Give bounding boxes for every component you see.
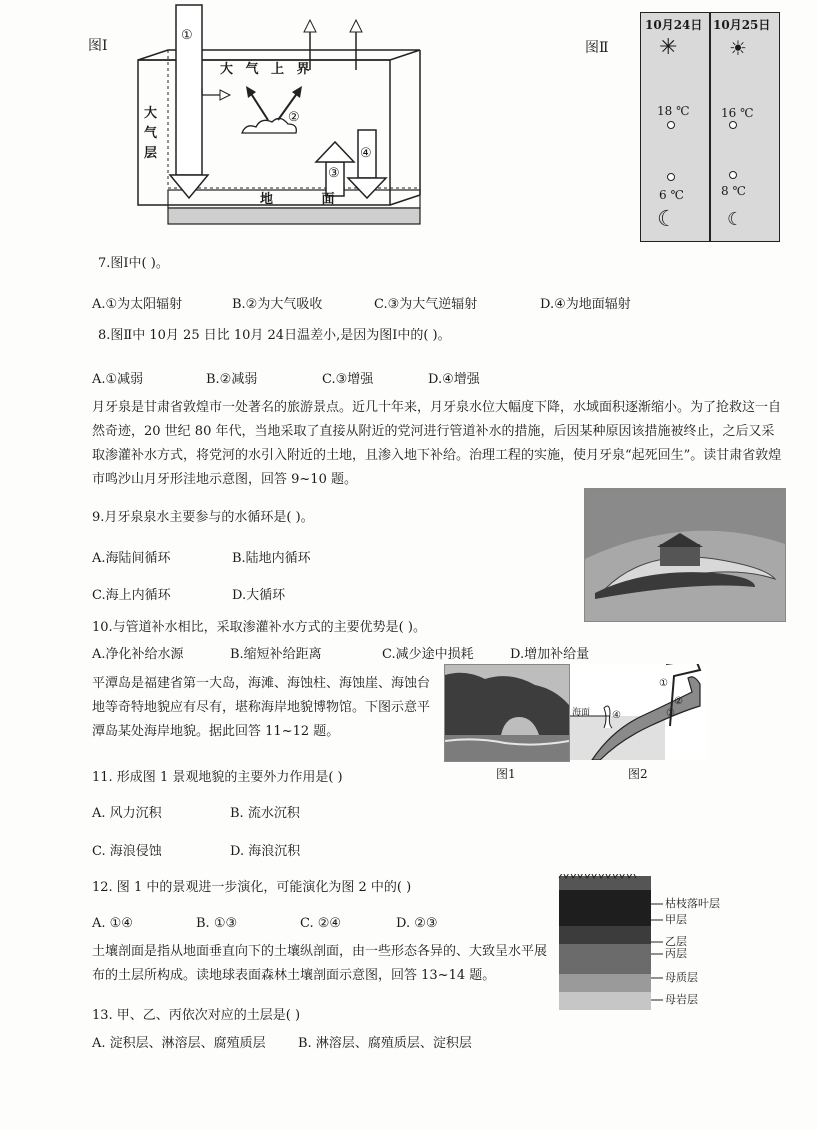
- figure-1-atmosphere: [80, 0, 450, 235]
- crescent-spring-illustration: [585, 489, 785, 621]
- q9-stem: 9.月牙泉泉水主要参与的水循环是( )。: [92, 510, 314, 525]
- arrow-3-label: ③: [328, 166, 340, 181]
- soil-layer-parent: 母质层: [665, 971, 698, 984]
- coast-mark-2: ②: [674, 696, 683, 707]
- q11-option-b[interactable]: B. 流水沉积: [230, 806, 300, 821]
- high-marker-1: [667, 121, 675, 129]
- coast-mark-1: ①: [659, 678, 668, 689]
- moon-icon: ☾: [657, 207, 677, 232]
- atmosphere-side-3: 层: [144, 146, 158, 161]
- arrow-1-label: ①: [181, 28, 193, 43]
- day2-date: 10月25日: [713, 18, 771, 32]
- q13-option-a[interactable]: A. 淀积层、淋溶层、腐殖质层: [92, 1036, 266, 1051]
- atmosphere-side-1: 大: [144, 106, 158, 121]
- q10-option-c[interactable]: C.减少途中损耗: [382, 647, 474, 662]
- low-marker-2: [729, 171, 737, 179]
- coast-fig2-caption: 图2: [628, 767, 648, 781]
- q8-option-b[interactable]: B.②减弱: [206, 372, 258, 387]
- q13-stem: 13. 甲、乙、丙依次对应的土层是( ): [92, 1008, 301, 1023]
- atmosphere-side-2: 气: [144, 126, 158, 141]
- q8-option-a[interactable]: A.①减弱: [92, 372, 144, 387]
- day2-low: 8 ℃: [721, 184, 746, 198]
- q12-option-b[interactable]: B. ①③: [196, 916, 238, 931]
- q10-stem: 10.与管道补水相比，采取渗灌补水方式的主要优势是( )。: [92, 620, 426, 635]
- passage-pingtan-island: 平潭岛是福建省第一大岛，海滩、海蚀柱、海蚀崖、海蚀台地等奇特地貌应有尽有，堪称海岸地貌博物馆。下图示意平潭岛某处海岸地貌。据此回答 11~12 题。: [92, 676, 431, 739]
- day1-high: 18 ℃: [657, 104, 690, 118]
- arrow-4-label: ④: [360, 146, 372, 161]
- coast-mark-3: ③: [666, 708, 675, 719]
- passage-soil-profile: 土壤剖面是指从地面垂直向下的土壤纵剖面，由一些形态各异的、大致呈水平展布的土层所构成。读地球表面森林土壤剖面示意图，回答 13~14 题。: [92, 944, 548, 983]
- figure-2-weather: [640, 12, 780, 242]
- q7-option-a[interactable]: A.①为太阳辐射: [92, 297, 183, 312]
- sea-arch-illustration: [445, 665, 569, 761]
- coast-sea-label: 海面: [572, 708, 591, 718]
- q9-option-b[interactable]: B.陆地内循环: [232, 551, 311, 566]
- sun-icon: ✳: [659, 35, 678, 60]
- figure-2-label: 图Ⅱ: [585, 40, 609, 56]
- atmosphere-top-label: 大 气 上 界: [220, 62, 314, 77]
- coast-photo-fig1: [444, 664, 570, 762]
- soil-layer-bing: 丙层: [665, 947, 687, 960]
- q8-option-d[interactable]: D.④增强: [428, 372, 480, 387]
- day1-low: 6 ℃: [659, 188, 684, 202]
- coast-fig1-caption: 图1: [496, 767, 516, 781]
- q11-option-d[interactable]: D. 海浪沉积: [230, 844, 301, 859]
- q9-option-a[interactable]: A.海陆间循环: [92, 551, 171, 566]
- day2-high: 16 ℃: [721, 106, 754, 120]
- crescent-spring-photo: [584, 488, 786, 622]
- q11-option-a[interactable]: A. 风力沉积: [92, 806, 162, 821]
- figure-1-label: 图Ⅰ: [88, 38, 108, 54]
- moon-cloud-icon: ☾: [727, 209, 744, 230]
- soil-profile-figure: [555, 874, 755, 1014]
- q12-option-d[interactable]: D. ②③: [396, 916, 438, 931]
- sun-cloud-icon: ☀: [729, 36, 747, 60]
- q11-option-c[interactable]: C. 海浪侵蚀: [92, 844, 162, 859]
- q13-option-b[interactable]: B. 淋溶层、腐殖质层、淀积层: [298, 1036, 472, 1051]
- soil-layer-yi: 乙层: [665, 935, 687, 948]
- q12-option-c[interactable]: C. ②④: [300, 916, 342, 931]
- q7-option-b[interactable]: B.②为大气吸收: [232, 297, 323, 312]
- q12-option-a[interactable]: A. ①④: [92, 916, 133, 931]
- passage-crescent-spring: 月牙泉是甘肃省敦煌市一处著名的旅游景点。近几十年来，月牙泉水位大幅度下降，水域面积逐渐缩小。为了抢救这一自然奇迹，20 世纪 80 年代，当地采取了直接从附近的党河进行管道补水的措施，后因某种原因该措施被终止，之后又采取渗灌补水方式，将党河的水引入附近的土地，且渗入地下补给。治理工程的实施，使月牙泉“起死回生”。读甘肃省敦煌市鸣沙山月牙形洼地示意图，回答 9~10 题。: [92, 400, 782, 487]
- ground-label: 地 面: [260, 192, 357, 207]
- day1-date: 10月24日: [645, 18, 703, 32]
- q7-option-c[interactable]: C.③为大气逆辐射: [374, 297, 478, 312]
- q12-stem: 12. 图 1 中的景观进一步演化，可能演化为图 2 中的( ): [92, 880, 412, 895]
- coast-diagram-fig2: [570, 664, 708, 760]
- arrow-2-label: ②: [288, 110, 300, 125]
- q8-option-c[interactable]: C.③增强: [322, 372, 374, 387]
- q9-option-d[interactable]: D.大循环: [232, 588, 286, 603]
- soil-layer-jia: 甲层: [665, 913, 687, 926]
- q7-stem: 7.图Ⅰ中( )。: [98, 256, 169, 271]
- q9-option-c[interactable]: C.海上内循环: [92, 588, 171, 603]
- coastal-evolution-diagram: [570, 664, 708, 760]
- soil-layer-bedrock: 母岩层: [665, 993, 698, 1006]
- soil-layer-litter: 枯枝落叶层: [665, 897, 720, 910]
- q10-option-a[interactable]: A.净化补给水源: [92, 647, 184, 662]
- coast-mark-4: ④: [612, 710, 621, 721]
- q7-option-d[interactable]: D.④为地面辐射: [540, 297, 631, 312]
- q10-option-b[interactable]: B.缩短补给距离: [230, 647, 322, 662]
- q8-stem: 8.图Ⅱ中 10月 25 日比 10月 24日温差小,是因为图Ⅰ中的( )。: [98, 328, 451, 343]
- high-marker-2: [729, 121, 737, 129]
- q11-stem: 11. 形成图 1 景观地貌的主要外力作用是( ): [92, 770, 343, 785]
- q10-option-d[interactable]: D.增加补给量: [510, 647, 590, 662]
- soil-profile-illustration: [555, 874, 655, 1014]
- low-marker-1: [667, 173, 675, 181]
